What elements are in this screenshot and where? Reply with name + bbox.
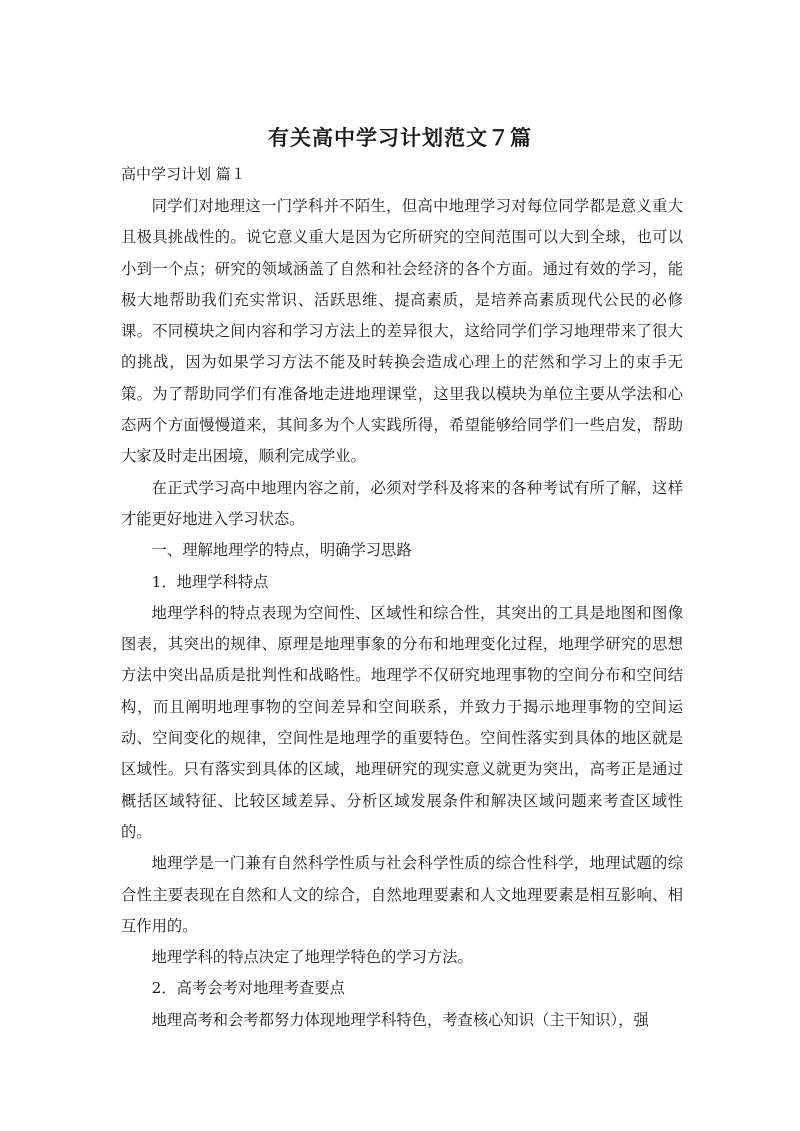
paragraph-intro: 同学们对地理这一门学科并不陌生，但高中地理学习对每位同学都是意义重大且极具挑战性的。说它意义重大是因为它所研究的空间范围可以大到全球，也可以小到一个点；研究的领域涵盖了自然和社会经济的各个方面。通过有效的学习，能极大地帮助我们充实常识、活跃思维、提高素质，是培养高素质现代公民的必修课。不同模块之间内容和学习方法上的差异很大，这给同学们学习地理带来了很大的挑战，因为如果学习方法不能及时转换会造成心理上的茫然和学习上的束手无策。为了帮助同学们有准备地走进地理课堂，这里我以模块为单位主要从学法和心态两个方面慢慢道来，其间多为个人实践所得，希望能够给同学们一些启发，帮助大家及时走出困境，顺利完成学业。 [121, 197, 683, 466]
subheading-exam-points: 2．高考会考对地理考查要点 [151, 979, 345, 998]
paragraph-comprehensive-science: 地理学是一门兼有自然科学性质与社会科学性质的综合性科学，地理试题的综合性主要表现在自然和人文的综合，自然地理要素和人文地理要素是相互影响、相互作用的。 [121, 854, 683, 935]
paragraph-preface: 在正式学习高中地理内容之前，必须对学科及将来的各种考试有所了解，这样才能更好地进入学习状态。 [121, 478, 683, 528]
paragraph-exam-points: 地理高考和会考都努力体现地理学科特色，考查核心知识（主干知识），强 [151, 1010, 649, 1029]
subheading-subject-features: 1．地理学科特点 [151, 572, 269, 591]
document-title: 有关高中学习计划范文７篇 [268, 126, 532, 150]
subheading-understand-geography: 一、理解地理学的特点，明确学习思路 [151, 541, 412, 560]
paragraph-subject-features: 地理学科的特点表现为空间性、区域性和综合性，其突出的工具是地图和图像图表，其突出的规律、原理是地理事象的分布和地理变化过程，地理学研究的思想方法中突出品质是批判性和战略性。地理学不仅研究地理事物的空间分布和空间结构，而且阐明地理事物的空间差异和空间联系，并致力于揭示地理事物的空间运动、空间变化的规律，空间性是地理学的重要特色。空间性落实到具体的地区就是区域性。只有落实到具体的区域，地理研究的现实意义就更为突出，高考正是通过概括区域特征、比较区域差异、分析区域发展条件和解决区域问题来考查区域性的。 [121, 603, 683, 841]
section-heading: 高中学习计划 篇１ [121, 165, 246, 183]
document-body [121, 191, 683, 1036]
paragraph-learning-method: 地理学科的特点决定了地理学特色的学习方法。 [151, 948, 473, 967]
